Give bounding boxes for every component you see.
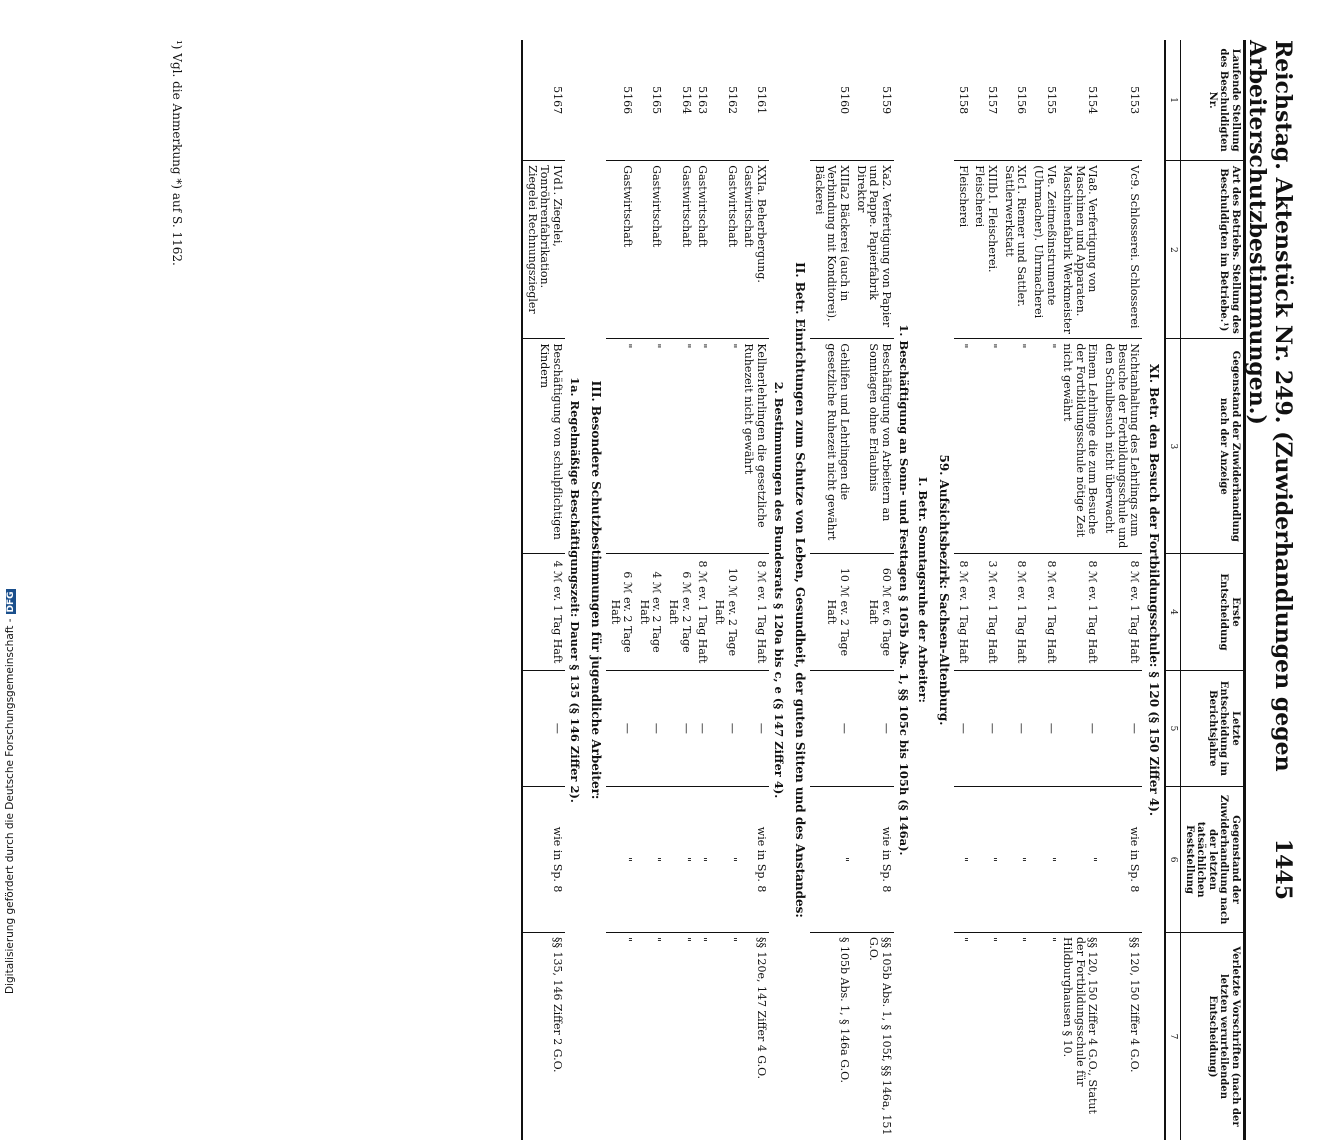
offense: " [1000, 339, 1029, 554]
first-decision: 8 ℳ ev. 1 Tag Haft [694, 554, 711, 670]
col-number: 6 [1165, 787, 1181, 933]
col-header-4: Erste Entscheidung [1181, 554, 1245, 670]
business-type: Gastwirtschaft [606, 161, 635, 339]
table-row [852, 40, 894, 1140]
business-type: Gastwirtschaft [664, 161, 693, 339]
col-header-5: Letzte Entscheidung im Berichtsjahre [1181, 670, 1245, 786]
offense: Beschäftigung von Arbeitern an Sonntagen ohne Erlaubnis [852, 339, 894, 554]
table-row [694, 40, 711, 1140]
column-number-row [1165, 40, 1181, 1140]
first-decision: 8 ℳ ev. 1 Tag Haft [740, 554, 769, 670]
offense: " [710, 339, 739, 554]
subsection-heading-text: I. Betr. Sonntagsruhe der Arbeiter: [916, 477, 931, 703]
business-type: Xa2. Verfertigung von Papier und Pappe. Papierfabrik Direktor [852, 161, 894, 339]
table-row [664, 40, 693, 1140]
business-type: XIc1. Riemer und Sattler. Sattlerwerkstatt [1000, 161, 1029, 339]
violated-provisions: " [725, 937, 739, 943]
violated-provisions: " [696, 937, 710, 943]
table-body [522, 40, 1165, 1140]
first-decision: 3 ℳ ev. 1 Tag Haft [971, 554, 1000, 670]
last-decision: — [740, 670, 769, 786]
first-decision: 4 ℳ ev. 1 Tag Haft [522, 554, 565, 670]
offense: " [606, 339, 635, 554]
col-number: 4 [1165, 554, 1181, 670]
first-decision: 8 ℳ ev. 1 Tag Haft [1000, 554, 1029, 670]
row-number: 5159 [852, 40, 894, 161]
violated-provisions: §§ 120, 150 Ziffer 4 G.O. [1128, 937, 1142, 1073]
table-row [740, 40, 769, 1140]
dfg-credit [4, 589, 16, 994]
offense: " [954, 339, 971, 554]
violated-provisions: §§ 105b Abs. 1, § 105f, §§ 146a, 151 G.O. [867, 937, 893, 1136]
business-type: IVd1. Ziegelei, Tonröhrenfabrikation. Ziegelei Rechnungsziegler [522, 161, 565, 339]
first-decision: 10 ℳ ev. 2 Tage Haft [810, 554, 852, 670]
dfg-logo: DFG [6, 591, 16, 613]
violated-provisions: " [1044, 937, 1058, 943]
subsection-heading [894, 40, 913, 1140]
violated-provisions: " [650, 937, 664, 943]
offense: Nichtanhaltung des Lehrlings zum Besuche der Fortbildungsschule und den Schulbesuch nicht überwacht [1100, 339, 1142, 554]
row-number: 5164 [664, 40, 693, 161]
established-offense: " [954, 787, 971, 933]
established-offense: " [635, 787, 664, 933]
section-heading [584, 40, 606, 1140]
col-header-3: Gegenstand der Zuwiderhandlung nach der Anzeige [1181, 339, 1245, 554]
established-offense: " [606, 787, 635, 933]
col-number: 7 [1165, 933, 1181, 1140]
col-number: 3 [1165, 339, 1181, 554]
table-row [1100, 40, 1142, 1140]
last-decision: — [664, 670, 693, 786]
subsection-heading [769, 40, 788, 1140]
col-header-7: Verletzte Vorschriften (nach der letzten verurteilenden Entscheidung) [1181, 933, 1245, 1140]
page-header [1244, 40, 1296, 900]
business-type: XIIIa2 Bäckerei (auch in Verbindung mit Konditorei). Bäckerei [810, 161, 852, 339]
established-offense: " [810, 787, 852, 933]
row-number: 5160 [810, 40, 852, 161]
first-decision: 6 ℳ ev. 2 Tage Haft [606, 554, 635, 670]
first-decision: 8 ℳ ev. 1 Tag Haft [1059, 554, 1101, 670]
subsection-heading [913, 40, 932, 1140]
violated-provisions: " [679, 937, 693, 943]
violated-provisions: §§ 120, 150 Ziffer 4 G.O., Statut der Fortbildungsschule für Hildburghausen § 10. [1061, 937, 1100, 1114]
business-type: Gastwirtschaft [710, 161, 739, 339]
last-decision: — [810, 670, 852, 786]
offense: " [694, 339, 711, 554]
page-number: 1445 [1270, 838, 1296, 900]
violated-provisions: §§ 135, 146 Ziffer 2 G.O. [522, 933, 565, 1140]
violated-provisions: " [1015, 937, 1029, 943]
row-number: 5158 [954, 40, 971, 161]
established-offense: wie in Sp. 8 [852, 787, 894, 933]
established-offense: " [710, 787, 739, 933]
offense: " [971, 339, 1000, 554]
offense: Gehilfen und Lehrlingen die gesetzliche Ruhezeit nicht gewährt [810, 339, 852, 554]
table-row [1000, 40, 1029, 1140]
dfg-sidebar [4, 591, 20, 994]
last-decision: — [1029, 670, 1058, 786]
subsection-heading-text: 1a. Regelmäßige Beschäftigungszeit: Dauer § 135 (§ 146 Ziffer 2). [568, 377, 583, 803]
row-number: 5162 [710, 40, 739, 161]
business-type: Gastwirtschaft [694, 161, 711, 339]
last-decision: — [635, 670, 664, 786]
table-row [606, 40, 635, 1140]
last-decision: — [694, 670, 711, 786]
table-row [522, 40, 565, 1140]
business-type: Fleischerei [954, 161, 971, 339]
table-row [954, 40, 971, 1140]
violations-table [521, 40, 1246, 1140]
established-offense: wie in Sp. 8 [1100, 787, 1142, 933]
table-row [635, 40, 664, 1140]
section-heading-text: II. Betr. Einrichtungen zum Schutze von Leben, Gesundheit, der guten Sitten und des Anstandes: [792, 262, 807, 918]
business-type: Vc9. Schlosserei. Schlosserei [1100, 161, 1142, 339]
row-number: 5161 [740, 40, 769, 161]
row-number: 5165 [635, 40, 664, 161]
table-row [810, 40, 852, 1140]
established-offense: " [1029, 787, 1058, 933]
established-offense: wie in Sp. 8 [740, 787, 769, 933]
last-decision: — [954, 670, 971, 786]
row-number: 5156 [1000, 40, 1029, 161]
row-number: 5153 [1100, 40, 1142, 161]
first-decision: 8 ℳ ev. 1 Tag Haft [1100, 554, 1142, 670]
violated-provisions: §§ 120e, 147 Ziffer 4 G.O. [754, 937, 768, 1080]
violated-provisions: " [956, 937, 970, 943]
business-type: XIIIb1. Fleischerei. Fleischerei [971, 161, 1000, 339]
offense: Beschäftigung von schulpflichtigen Kindern [522, 339, 565, 554]
section-heading-text: XI. Betr. den Besuch der Fortbildungsschule: § 120 (§ 150 Ziffer 4). [1147, 363, 1162, 817]
last-decision: — [1100, 670, 1142, 786]
row-number: 5166 [606, 40, 635, 161]
dfg-credit-text: Digitalisierung gefördert durch die Deutsche Forschungsgemeinschaft - [4, 618, 16, 994]
offense: " [664, 339, 693, 554]
first-decision: 10 ℳ ev. 2 Tage Haft [710, 554, 739, 670]
offense: Kellnerlehrlingen die gesetzliche Ruhezeit nicht gewährt [740, 339, 769, 554]
subsection-heading-text: 1. Beschäftigung an Sonn- und Festtagen § 105b Abs. 1, §§ 105c bis 105h (§ 146a). [897, 324, 912, 856]
established-offense: " [971, 787, 1000, 933]
col-header-1: Laufende Stellung des Beschuldigten Nr. [1181, 40, 1245, 161]
section-heading-text: III. Besondere Schutzbestimmungen für jugendliche Arbeiter: [588, 380, 603, 800]
offense: " [1029, 339, 1058, 554]
section-heading [788, 40, 810, 1140]
col-number: 1 [1165, 40, 1181, 161]
row-number: 5163 [694, 40, 711, 161]
page-title: Reichstag. Aktenstück Nr. 249. (Zuwiderhandlungen gegen Arbeiterschutzbestimmungen.) [1244, 40, 1296, 772]
offense: " [635, 339, 664, 554]
established-offense: " [1059, 787, 1101, 933]
col-number: 2 [1165, 161, 1181, 339]
last-decision: — [971, 670, 1000, 786]
col-header-2: Art des Betriebs. Stellung des Beschuldigten im Betriebe.¹) [1181, 161, 1245, 339]
table-row [1059, 40, 1101, 1140]
first-decision: 8 ℳ ev. 1 Tag Haft [954, 554, 971, 670]
violated-provisions: " [621, 937, 635, 943]
col-header-6: Gegenstand der Zuwiderhandlung nach der letzten tatsächlichen Feststellung [1181, 787, 1245, 933]
established-offense: " [664, 787, 693, 933]
header-row [1181, 40, 1245, 1140]
first-decision: 6 ℳ ev. 2 Tage Haft [664, 554, 693, 670]
business-type: VIe. Zeitmeßinstrumente (Uhrmacher). Uhrmacherei [1029, 161, 1058, 339]
section-heading [1142, 40, 1165, 1140]
violated-provisions: § 105b Abs. 1, § 146a G.O. [837, 937, 851, 1083]
first-decision: 4 ℳ ev. 2 Tage Haft [635, 554, 664, 670]
last-decision: — [606, 670, 635, 786]
business-type: Gastwirtschaft [635, 161, 664, 339]
last-decision: — [1000, 670, 1029, 786]
col-number: 5 [1165, 670, 1181, 786]
subsection-heading [565, 40, 584, 1140]
offense: Einem Lehrlinge die zum Besuche der Fortbildungsschule nötige Zeit nicht gewährt [1059, 339, 1101, 554]
footnote: ¹) Vgl. die Anmerkung *) auf S. 1162. [170, 40, 184, 266]
row-number: 5155 [1029, 40, 1058, 161]
section-heading-text: 59. Aufsichtsbezirk: Sachsen-Altenburg. [937, 454, 952, 726]
established-offense: wie in Sp. 8 [522, 787, 565, 933]
established-offense: " [1000, 787, 1029, 933]
last-decision: — [710, 670, 739, 786]
table-row [1029, 40, 1058, 1140]
business-type: XXIa. Beherbergung. Gastwirtschaft [740, 161, 769, 339]
table-row [971, 40, 1000, 1140]
business-type: VIa8. Verfertigung von Maschinen und Apparaten. Maschinenfabrik Werkmeister [1059, 161, 1101, 339]
table-row [710, 40, 739, 1140]
established-offense: " [694, 787, 711, 933]
last-decision: — [1059, 670, 1101, 786]
row-number: 5157 [971, 40, 1000, 161]
last-decision: — [852, 670, 894, 786]
last-decision: — [522, 670, 565, 786]
subsection-heading-text: 2. Bestimmungen des Bundesrats § 120a bis c, e (§ 147 Ziffer 4). [772, 381, 787, 799]
rotated-page [4, 0, 1324, 1136]
row-number: 5167 [522, 40, 565, 161]
first-decision: 8 ℳ ev. 1 Tag Haft [1029, 554, 1058, 670]
violated-provisions: " [985, 937, 999, 943]
row-number: 5154 [1059, 40, 1101, 161]
first-decision: 60 ℳ ev. 6 Tage Haft [852, 554, 894, 670]
section-heading [932, 40, 954, 1140]
